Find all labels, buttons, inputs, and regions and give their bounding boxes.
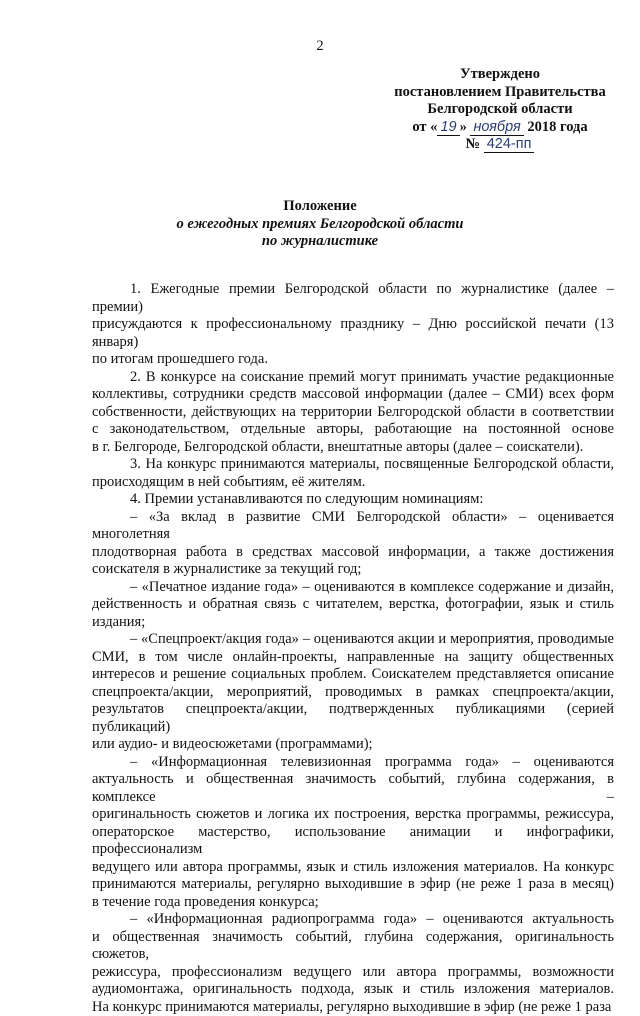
paragraph-line: и общественная значимость событий, глубина содержания, оригинальность сюжетов, xyxy=(92,929,614,964)
paragraph xyxy=(92,456,614,491)
paragraph-line: – «Информационная радиопрограмма года» – оцениваются актуальность xyxy=(92,911,614,929)
paragraph-line: ведущего или автора программы, язык и стиль изложения материалов. На конкурс xyxy=(92,859,614,877)
paragraph-line: издания; xyxy=(92,614,614,632)
paragraph xyxy=(92,911,614,1016)
paragraph xyxy=(92,579,614,632)
paragraph-line: – «Печатное издание года» – оцениваются в комплексе содержание и дизайн, xyxy=(92,579,614,597)
paragraph-line: соискателя в журналистике за текущий год; xyxy=(92,561,614,579)
date-mid: » xyxy=(460,119,467,135)
paragraph-line: – «Информационная телевизионная программа года» – оцениваются xyxy=(92,754,614,772)
paragraph-line: интересов и решение социальных проблем. Соискателем представляется описание xyxy=(92,666,614,684)
paragraph-line: присуждаются к профессиональному празднику – Дню российской печати (13 января) xyxy=(92,316,614,351)
paragraph-line: с законодательством, отдельные авторы, работающие на постоянной основе xyxy=(92,421,614,439)
approval-line-3: Белгородской области xyxy=(385,101,615,119)
paragraph xyxy=(92,631,614,754)
approval-line-1: Утверждено xyxy=(385,66,615,84)
paragraph-line: операторское мастерство, использование анимации и инфографики, профессионализм xyxy=(92,824,614,859)
date-prefix: от « xyxy=(412,119,437,135)
date-day: 19 xyxy=(437,119,459,136)
paragraph-line: по итогам прошедшего года. xyxy=(92,351,614,369)
paragraph-line: 4. Премии устанавливаются по следующим номинациям: xyxy=(92,491,614,509)
approval-stamp xyxy=(385,66,615,154)
paragraph-line: действенность и обратная связь с читателем, верстка, фотографии, язык и стиль xyxy=(92,596,614,614)
approval-line-2: постановлением Правительства xyxy=(385,84,615,102)
paragraph-line: коллективы, сотрудники средств массовой информации (далее – СМИ) всех форм xyxy=(92,386,614,404)
paragraph-line: аудиомонтажа, оригинальность подхода, язык и стиль изложения материалов. xyxy=(92,981,614,999)
paragraph-line: собственности, действующих на территории Белгородской области в соответствии xyxy=(92,404,614,422)
paragraph-line: принимаются материалы, регулярно выходившие в эфир (не реже 1 раза в месяц) xyxy=(92,876,614,894)
document-title xyxy=(0,198,640,251)
paragraph-line: в течение года проведения конкурса; xyxy=(92,894,614,912)
paragraph-line: спецпроекта/акции, мероприятий, проводимых в рамках спецпроекта/акции, xyxy=(92,684,614,702)
approval-date xyxy=(385,119,615,137)
number-prefix: № xyxy=(466,136,481,152)
title-line-2: о ежегодных премиях Белгородской области xyxy=(0,216,640,234)
title-line-3: по журналистике xyxy=(0,233,640,251)
paragraph-line: в г. Белгороде, Белгородской области, внештатные авторы (далее – соискатели). xyxy=(92,439,614,457)
approval-number xyxy=(385,136,615,154)
paragraph-line: На конкурс принимаются материалы, регулярно выходившие в эфир (не реже 1 раза xyxy=(92,999,614,1016)
paragraph xyxy=(92,369,614,457)
paragraph-line: СМИ, в том числе онлайн-проекты, направленные на защиту общественных xyxy=(92,649,614,667)
title-line-1: Положение xyxy=(0,198,640,216)
number-value: 424-пп xyxy=(484,136,535,153)
paragraph-line: результатов спецпроекта/акции, подтвержденных публикациями (серией публикаций) xyxy=(92,701,614,736)
paragraph xyxy=(92,491,614,509)
paragraph-line: актуальность и общественная значимость событий, глубина содержания, в комплексе – xyxy=(92,771,614,806)
paragraph xyxy=(92,509,614,579)
paragraph-line: режиссура, профессионализм ведущего или автора программы, возможности xyxy=(92,964,614,982)
paragraph xyxy=(92,754,614,912)
document-body xyxy=(92,281,614,1016)
page-number: 2 xyxy=(0,38,640,55)
paragraph-line: плодотворная работа в средствах массовой информации, а также достижения xyxy=(92,544,614,562)
paragraph-line: – «За вклад в развитие СМИ Белгородской области» – оценивается многолетняя xyxy=(92,509,614,544)
paragraph-line: происходящим в ней событиям, её жителям. xyxy=(92,474,614,492)
paragraph-line: оригинальность сюжетов и логика их построения, верстка программы, режиссура, xyxy=(92,806,614,824)
paragraph-line: 3. На конкурс принимаются материалы, посвященные Белгородской области, xyxy=(92,456,614,474)
paragraph-line: 1. Ежегодные премии Белгородской области по журналистике (далее – премии) xyxy=(92,281,614,316)
date-year: 2018 года xyxy=(527,119,587,135)
paragraph-line: – «Спецпроект/акция года» – оцениваются акции и мероприятия, проводимые xyxy=(92,631,614,649)
date-month: ноября xyxy=(470,119,523,136)
paragraph-line: или аудио- и видеосюжетами (программами); xyxy=(92,736,614,754)
paragraph-line: 2. В конкурсе на соискание премий могут принимать участие редакционные xyxy=(92,369,614,387)
paragraph xyxy=(92,281,614,369)
